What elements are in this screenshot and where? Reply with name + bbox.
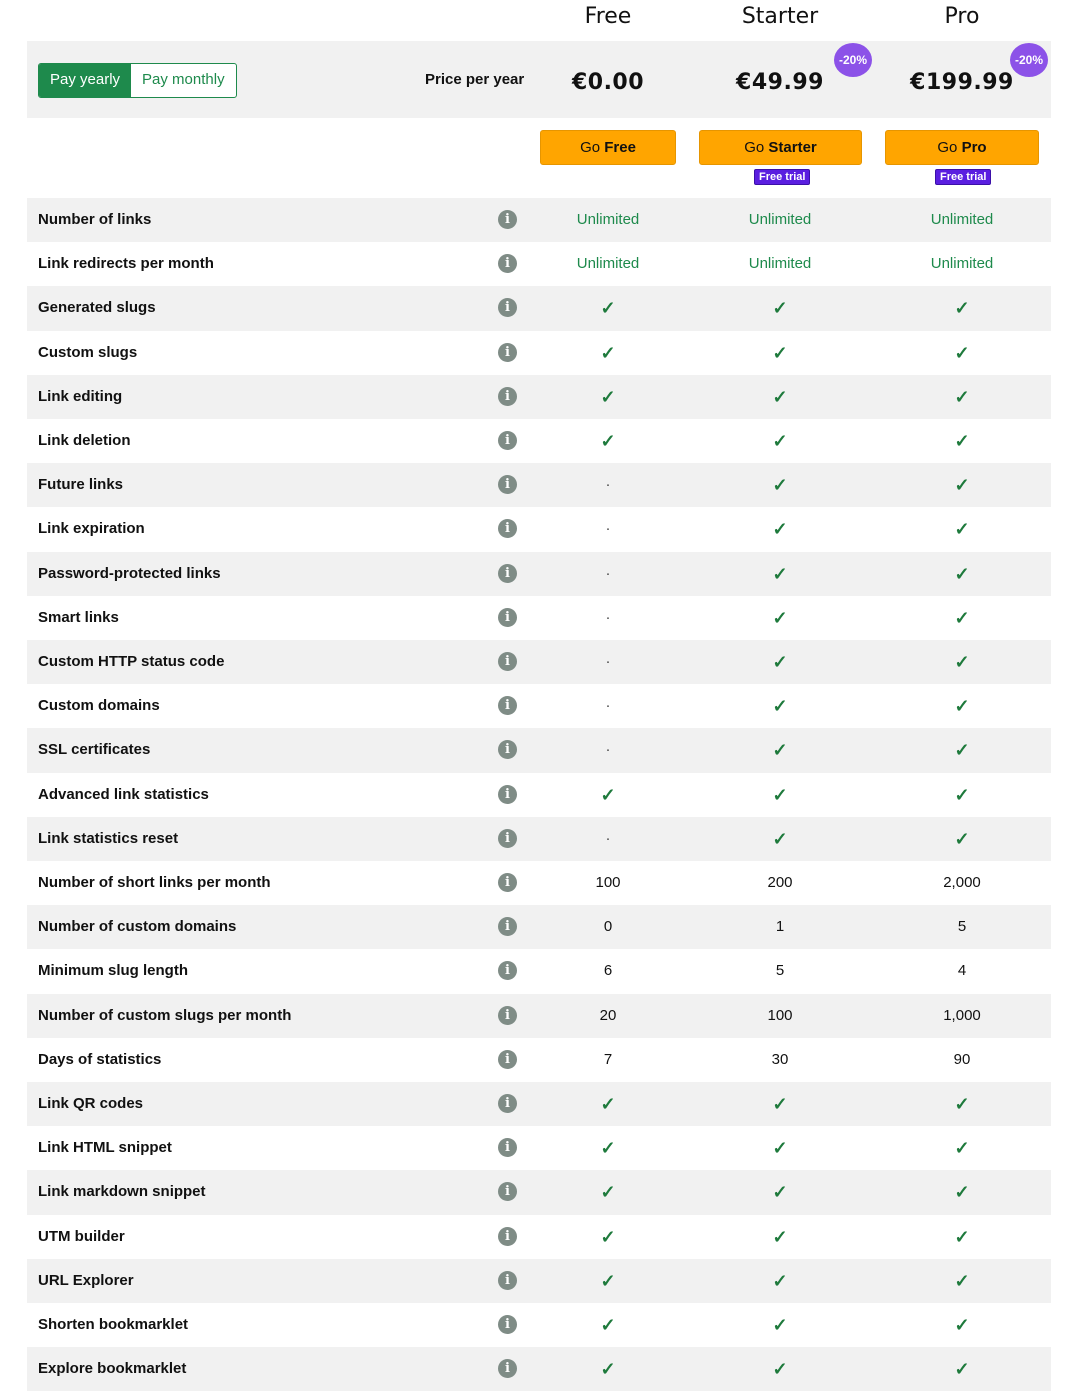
feature-value: 4 <box>957 962 967 980</box>
feature-value: 200 <box>767 874 793 891</box>
discount-badge-starter: -20% <box>834 43 872 77</box>
not-included-dot-icon: · <box>605 653 611 670</box>
feature-row <box>27 419 1051 463</box>
feature-row <box>27 507 1051 551</box>
check-icon: ✓ <box>954 1182 970 1203</box>
feature-label: Number of links <box>38 211 152 228</box>
feature-row <box>27 905 1051 949</box>
go-starter-button[interactable] <box>699 130 862 165</box>
feature-row <box>27 728 1051 772</box>
feature-value: 100 <box>595 874 621 891</box>
go-pro-button[interactable] <box>885 130 1039 165</box>
not-included-dot-icon: · <box>605 697 611 715</box>
go-free-button[interactable] <box>540 130 676 165</box>
check-icon: ✓ <box>954 696 970 717</box>
feature-label: Password-protected links <box>38 564 221 582</box>
feature-label: Custom slugs <box>38 343 138 361</box>
pay-monthly-button[interactable]: Pay monthly <box>142 71 225 88</box>
feature-row <box>27 1303 1051 1347</box>
check-icon: ✓ <box>954 1138 970 1159</box>
check-icon: ✓ <box>600 1094 616 1114</box>
feature-value: 6 <box>603 962 613 980</box>
feature-label: Shorten bookmarklet <box>38 1316 189 1333</box>
check-icon: ✓ <box>954 563 970 584</box>
check-icon: ✓ <box>600 784 616 805</box>
not-included-dot-icon: · <box>605 564 611 582</box>
feature-value: 2,000 <box>943 874 981 891</box>
info-icon[interactable]: i <box>498 696 517 715</box>
info-icon[interactable]: i <box>498 475 517 494</box>
price-free: €0.00 <box>571 70 645 95</box>
info-icon[interactable]: i <box>498 1227 517 1246</box>
check-icon: ✓ <box>600 431 616 451</box>
feature-row <box>27 1215 1051 1259</box>
check-icon: ✓ <box>600 1226 616 1247</box>
feature-row <box>27 242 1051 286</box>
check-icon: ✓ <box>600 1315 616 1335</box>
feature-label: Number of custom slugs per month <box>38 1006 292 1024</box>
check-icon: ✓ <box>600 386 616 407</box>
check-icon: ✓ <box>772 1270 788 1291</box>
check-icon: ✓ <box>954 1270 970 1291</box>
feature-row <box>27 994 1051 1038</box>
feature-label: Advanced link statistics <box>38 785 209 803</box>
info-icon[interactable]: i <box>498 1050 517 1069</box>
feature-label: Link editing <box>38 387 123 405</box>
check-icon: ✓ <box>954 431 970 451</box>
feature-value: 30 <box>771 1050 789 1068</box>
feature-value: 20 <box>599 1006 617 1024</box>
feature-value: 7 <box>603 1050 613 1068</box>
check-icon: ✓ <box>600 1182 616 1203</box>
check-icon: ✓ <box>954 740 970 761</box>
check-icon: ✓ <box>600 1359 616 1380</box>
check-icon: ✓ <box>772 652 788 672</box>
info-icon[interactable]: i <box>498 564 517 583</box>
check-icon: ✓ <box>772 1315 788 1335</box>
info-icon[interactable]: i <box>498 1094 517 1113</box>
cta-plan: Pro <box>961 139 987 156</box>
info-icon[interactable]: i <box>498 1182 517 1201</box>
plan-title-pro: Pro <box>944 4 980 29</box>
feature-label: Link expiration <box>38 520 145 538</box>
feature-label: Generated slugs <box>38 299 156 317</box>
feature-label: Number of short links per month <box>38 874 271 891</box>
check-icon: ✓ <box>772 431 788 451</box>
feature-value: 1 <box>775 918 785 936</box>
check-icon: ✓ <box>954 386 970 407</box>
info-icon[interactable]: i <box>498 829 517 848</box>
feature-row <box>27 640 1051 684</box>
feature-value: Unlimited <box>748 211 812 228</box>
discount-badge-pro: -20% <box>1010 43 1048 77</box>
check-icon: ✓ <box>772 563 788 584</box>
feature-label: Link QR codes <box>38 1095 144 1112</box>
feature-row <box>27 552 1051 596</box>
info-icon[interactable]: i <box>498 1315 517 1334</box>
feature-value: Unlimited <box>576 255 640 273</box>
feature-label: URL Explorer <box>38 1271 134 1289</box>
info-icon[interactable]: i <box>498 652 517 671</box>
feature-label: UTM builder <box>38 1227 125 1245</box>
feature-label: Link deletion <box>38 432 131 449</box>
feature-row <box>27 286 1051 330</box>
check-icon: ✓ <box>772 1359 788 1380</box>
check-icon: ✓ <box>600 342 616 363</box>
info-icon[interactable]: i <box>498 1138 517 1157</box>
check-icon: ✓ <box>772 740 788 761</box>
feature-value: 1,000 <box>943 1006 981 1024</box>
check-icon: ✓ <box>772 298 788 319</box>
feature-label: Custom domains <box>38 697 160 715</box>
check-icon: ✓ <box>772 1138 788 1159</box>
feature-row <box>27 1170 1051 1214</box>
feature-label: Future links <box>38 476 124 494</box>
check-icon: ✓ <box>772 475 788 496</box>
feature-row <box>27 331 1051 375</box>
check-icon: ✓ <box>772 386 788 407</box>
feature-label: Link markdown snippet <box>38 1183 206 1201</box>
check-icon: ✓ <box>954 607 970 628</box>
feature-value: Unlimited <box>748 255 812 273</box>
check-icon: ✓ <box>954 828 970 849</box>
check-icon: ✓ <box>954 1359 970 1380</box>
feature-label: Explore bookmarklet <box>38 1360 187 1378</box>
check-icon: ✓ <box>772 342 788 363</box>
billing-toggle[interactable] <box>38 63 237 98</box>
feature-label: Link redirects per month <box>38 255 214 273</box>
feature-row <box>27 861 1051 905</box>
check-icon: ✓ <box>600 298 616 319</box>
not-included-dot-icon: · <box>605 829 611 847</box>
price-per-year-label: Price per year <box>425 71 525 88</box>
feature-label: Minimum slug length <box>38 962 188 980</box>
free-trial-badge-pro: Free trial <box>935 169 991 185</box>
feature-row <box>27 198 1051 242</box>
feature-row <box>27 463 1051 507</box>
cta-prefix: Go <box>744 139 765 156</box>
check-icon: ✓ <box>772 519 788 540</box>
info-icon[interactable]: i <box>498 917 517 936</box>
feature-row <box>27 1038 1051 1082</box>
check-icon: ✓ <box>954 1226 970 1247</box>
check-icon: ✓ <box>772 1094 788 1114</box>
feature-row <box>27 1259 1051 1303</box>
check-icon: ✓ <box>772 1182 788 1203</box>
cta-plan: Free <box>604 139 636 156</box>
feature-row <box>27 1347 1051 1391</box>
info-icon[interactable]: i <box>498 1271 517 1290</box>
info-icon[interactable]: i <box>498 210 517 229</box>
pay-yearly-button[interactable]: Pay yearly <box>39 64 131 97</box>
check-icon: ✓ <box>954 784 970 805</box>
info-icon[interactable]: i <box>498 873 517 892</box>
check-icon: ✓ <box>772 784 788 805</box>
cta-prefix: Go <box>937 139 958 156</box>
feature-value: 5 <box>957 918 967 936</box>
feature-label: Link HTML snippet <box>38 1139 172 1157</box>
feature-value: Unlimited <box>930 255 994 273</box>
free-trial-badge-starter: Free trial <box>754 169 810 185</box>
price-pro: €199.99 <box>910 70 1014 95</box>
plan-title-free: Free <box>584 4 632 29</box>
check-icon: ✓ <box>772 828 788 849</box>
price-starter: €49.99 <box>736 70 824 95</box>
feature-label: Custom HTTP status code <box>38 653 225 670</box>
cta-plan: Starter <box>768 139 817 156</box>
check-icon: ✓ <box>772 1226 788 1247</box>
check-icon: ✓ <box>954 475 970 496</box>
check-icon: ✓ <box>600 1270 616 1291</box>
not-included-dot-icon: · <box>605 741 611 759</box>
check-icon: ✓ <box>954 342 970 363</box>
feature-row <box>27 817 1051 861</box>
not-included-dot-icon: · <box>605 608 611 626</box>
feature-value: 0 <box>603 918 613 936</box>
info-icon[interactable]: i <box>498 785 517 804</box>
check-icon: ✓ <box>772 696 788 717</box>
check-icon: ✓ <box>954 1315 970 1335</box>
feature-row <box>27 1082 1051 1126</box>
feature-label: Smart links <box>38 608 119 626</box>
check-icon: ✓ <box>772 607 788 628</box>
info-icon[interactable]: i <box>498 298 517 317</box>
cta-prefix: Go <box>580 139 601 156</box>
feature-row <box>27 773 1051 817</box>
info-icon[interactable]: i <box>498 254 517 273</box>
feature-value: 100 <box>767 1006 793 1024</box>
feature-value: Unlimited <box>576 211 640 228</box>
feature-row <box>27 375 1051 419</box>
check-icon: ✓ <box>954 519 970 540</box>
feature-label: SSL certificates <box>38 741 151 759</box>
feature-label: Days of statistics <box>38 1050 162 1068</box>
check-icon: ✓ <box>954 652 970 672</box>
info-icon[interactable]: i <box>498 387 517 406</box>
info-icon[interactable]: i <box>498 1006 517 1025</box>
feature-row <box>27 949 1051 993</box>
not-included-dot-icon: · <box>605 520 611 538</box>
feature-row <box>27 596 1051 640</box>
info-icon[interactable]: i <box>498 961 517 980</box>
check-icon: ✓ <box>600 1138 616 1159</box>
info-icon[interactable]: i <box>498 1359 517 1378</box>
not-included-dot-icon: · <box>605 476 611 494</box>
info-icon[interactable]: i <box>498 740 517 759</box>
info-icon[interactable]: i <box>498 343 517 362</box>
check-icon: ✓ <box>954 1094 970 1114</box>
feature-row <box>27 684 1051 728</box>
feature-value: 90 <box>953 1050 971 1068</box>
feature-value: Unlimited <box>930 211 994 228</box>
feature-label: Link statistics reset <box>38 829 179 847</box>
feature-label: Number of custom domains <box>38 918 237 936</box>
info-icon[interactable]: i <box>498 431 517 450</box>
plan-title-starter: Starter <box>741 4 819 29</box>
feature-row <box>27 1126 1051 1170</box>
info-icon[interactable]: i <box>498 608 517 627</box>
feature-value: 5 <box>775 962 785 980</box>
info-icon[interactable]: i <box>498 519 517 538</box>
check-icon: ✓ <box>954 298 970 319</box>
